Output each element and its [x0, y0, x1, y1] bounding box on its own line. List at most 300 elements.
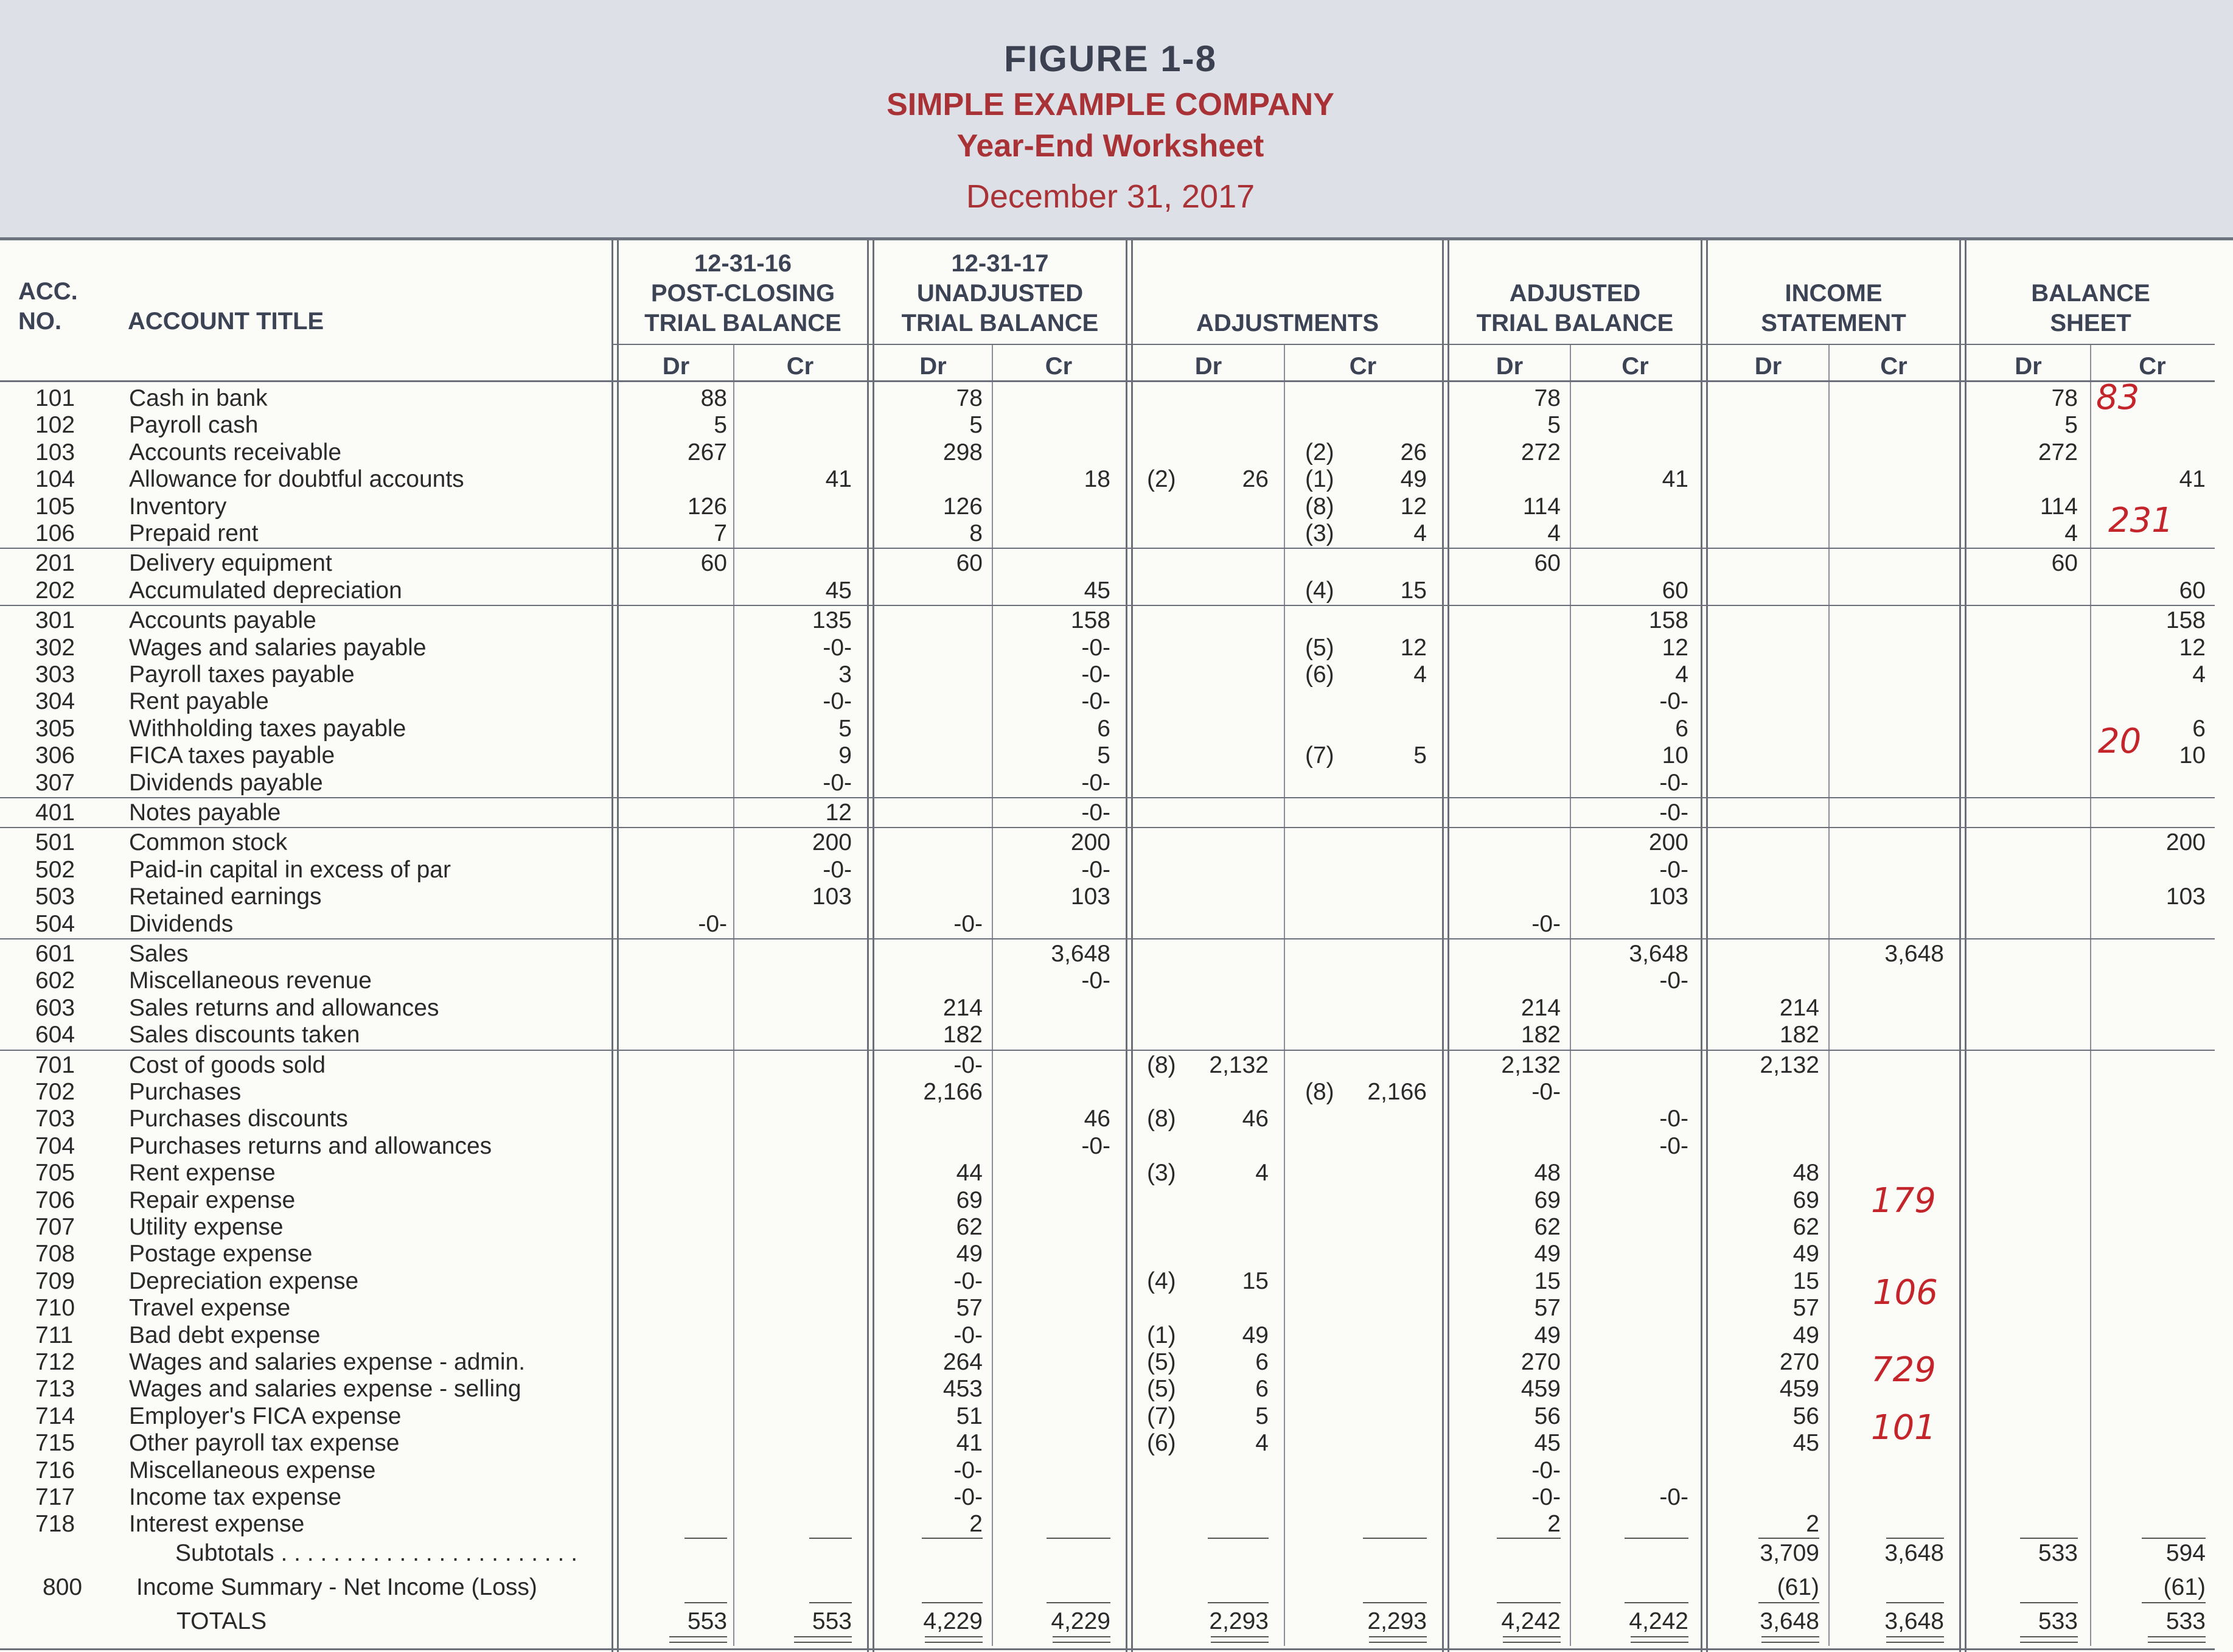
- totals-label: TOTALS: [176, 1608, 267, 1635]
- amount-atdr: 78: [1534, 385, 1561, 411]
- account-number: 103: [35, 439, 75, 465]
- amount-atdr: 57: [1534, 1295, 1561, 1322]
- account-title: Paid-in capital in excess of par: [129, 856, 451, 883]
- amount-isdr: 49: [1792, 1241, 1819, 1267]
- amount-adr: 6: [1255, 1349, 1269, 1375]
- account-title: Utility expense: [129, 1214, 284, 1240]
- account-title: Cash in bank: [129, 385, 268, 411]
- total-rule: [1758, 1602, 1819, 1603]
- account-number: 101: [35, 385, 75, 411]
- amount-bsdr: 78: [2051, 385, 2078, 411]
- amount-atcr: 103: [1648, 884, 1688, 910]
- dr-header: Dr: [1754, 353, 1782, 380]
- total-amount: 2,293: [1367, 1608, 1427, 1635]
- total-amount: 533: [2165, 1608, 2206, 1635]
- total-rule: [1625, 1538, 1688, 1539]
- amount-ucr: -0-: [1081, 661, 1110, 688]
- account-title: Interest expense: [129, 1511, 305, 1538]
- amount-atcr: -0-: [1659, 1106, 1688, 1132]
- amount-atcr: -0-: [1659, 1484, 1688, 1510]
- drcr-divider: [733, 344, 734, 1646]
- account-title: Inventory: [129, 493, 227, 520]
- amount-atdr: 49: [1534, 1322, 1561, 1348]
- account-title: Income tax expense: [129, 1484, 342, 1510]
- subtotal-isdr: 3,709: [1760, 1540, 1819, 1567]
- account-number: 709: [35, 1267, 75, 1294]
- amount-adr: 6: [1255, 1376, 1269, 1403]
- account-title: Payroll taxes payable: [129, 661, 355, 688]
- worksheet-date: December 31, 2017: [966, 178, 1255, 215]
- amount-udr: 453: [942, 1376, 983, 1403]
- amount-udr: 182: [942, 1022, 983, 1048]
- dr-header: Dr: [919, 353, 947, 380]
- amount-udr: 62: [956, 1214, 983, 1240]
- column-group-header: ADJUSTED: [1509, 280, 1641, 307]
- cr-header: Cr: [1349, 353, 1377, 380]
- account-title: Payroll cash: [129, 412, 259, 439]
- amount-bscr: 6: [2192, 715, 2206, 742]
- amount-atcr: 158: [1648, 607, 1688, 634]
- amount-pccr: -0-: [823, 634, 852, 661]
- amount-pcdr: -0-: [698, 910, 727, 937]
- account-number: 307: [35, 769, 75, 796]
- account-title: Delivery equipment: [129, 550, 332, 577]
- adjustment-ref: (8): [1305, 1079, 1334, 1105]
- amount-atdr: 60: [1534, 550, 1561, 577]
- total-amount: 4,229: [923, 1608, 983, 1635]
- adjustment-ref: (2): [1305, 439, 1334, 465]
- company-name: SIMPLE EXAMPLE COMPANY: [887, 87, 1334, 122]
- adjustment-ref: (3): [1147, 1160, 1176, 1187]
- amount-atdr: 69: [1534, 1187, 1561, 1213]
- amount-udr: 60: [956, 550, 983, 577]
- total-rule: [1625, 1602, 1688, 1603]
- double-underline: [2148, 1636, 2206, 1643]
- group-border: [1131, 240, 1133, 1652]
- income-summary-label: Income Summary - Net Income (Loss): [136, 1574, 537, 1601]
- account-number: 717: [35, 1484, 75, 1510]
- adjustment-ref: (4): [1305, 577, 1334, 604]
- amount-pcdr: 5: [714, 412, 727, 439]
- total-rule: [2020, 1602, 2078, 1603]
- adjustment-ref: (5): [1147, 1376, 1176, 1403]
- amount-ucr: -0-: [1081, 769, 1110, 796]
- amount-bscr: 41: [2179, 466, 2206, 493]
- amount-atdr: 15: [1534, 1267, 1561, 1294]
- amount-atcr: 3,648: [1629, 941, 1688, 967]
- amount-udr: 214: [942, 994, 983, 1021]
- handwritten-note: 231: [2108, 500, 2173, 540]
- adjustment-ref: (7): [1305, 742, 1334, 769]
- amount-atcr: -0-: [1659, 1132, 1688, 1159]
- adjustment-ref: (4): [1147, 1267, 1176, 1294]
- amount-atdr: 48: [1534, 1160, 1561, 1187]
- amount-ucr: 158: [1070, 607, 1110, 634]
- bottom-rule: [0, 1648, 2215, 1650]
- total-amount: 4,229: [1051, 1608, 1110, 1635]
- amount-udr: -0-: [953, 910, 983, 937]
- account-number: 800: [43, 1574, 83, 1601]
- amount-udr: 41: [956, 1430, 983, 1457]
- header-rule: [611, 344, 2215, 345]
- amount-ucr: 5: [1097, 742, 1110, 769]
- amount-atdr: 182: [1521, 1022, 1561, 1048]
- amount-atcr: -0-: [1659, 800, 1688, 826]
- section-rule: [0, 1050, 2215, 1051]
- handwritten-note: 83: [2096, 378, 2140, 417]
- adjustment-ref: (5): [1147, 1349, 1176, 1375]
- total-rule: [2142, 1602, 2206, 1603]
- account-number: 501: [35, 829, 75, 856]
- subtotal-bsdr: 533: [2038, 1540, 2078, 1567]
- amount-adr: 5: [1255, 1403, 1269, 1429]
- amount-ucr: 45: [1084, 577, 1110, 604]
- amount-pcdr: 88: [700, 385, 727, 411]
- account-title: Rent expense: [129, 1160, 276, 1187]
- amount-ucr: 3,648: [1051, 941, 1110, 967]
- column-group-header: 12-31-17: [951, 250, 1049, 277]
- amount-udr: 8: [969, 520, 983, 546]
- total-rule: [1363, 1602, 1427, 1603]
- account-number: 305: [35, 715, 75, 742]
- worksheet-header: [0, 0, 2233, 240]
- amount-bscr: 200: [2165, 829, 2206, 856]
- account-title: Sales returns and allowances: [129, 994, 439, 1021]
- amount-ucr: -0-: [1081, 1132, 1110, 1159]
- account-title: Purchases returns and allowances: [129, 1132, 492, 1159]
- column-group-header: TRIAL BALANCE: [644, 310, 841, 336]
- account-title: Prepaid rent: [129, 520, 259, 546]
- subtotals-label: Subtotals . . . . . . . . . . . . . . . . . . . . . . .: [175, 1540, 578, 1567]
- amount-atcr: -0-: [1659, 769, 1688, 796]
- total-rule: [1208, 1602, 1269, 1603]
- account-title: Miscellaneous expense: [129, 1457, 376, 1483]
- double-underline: [1211, 1636, 1269, 1643]
- amount-pccr: 41: [825, 466, 852, 493]
- account-title-header: ACCOUNT TITLE: [128, 308, 324, 335]
- account-title: Dividends payable: [129, 769, 323, 796]
- section-rule: [0, 605, 2215, 606]
- amount-pccr: 5: [838, 715, 852, 742]
- adjustment-ref: (3): [1305, 520, 1334, 546]
- subtotal-bscr: 594: [2165, 1540, 2206, 1567]
- account-number: 306: [35, 742, 75, 769]
- column-group-header: SHEET: [2050, 310, 2131, 336]
- double-underline: [1886, 1636, 1944, 1643]
- amount-adr: 49: [1242, 1322, 1269, 1348]
- account-number: 711: [35, 1322, 74, 1348]
- account-title: Wages and salaries expense - admin.: [129, 1349, 526, 1375]
- amount-atdr: 2: [1547, 1511, 1561, 1538]
- amount-pccr: -0-: [823, 769, 852, 796]
- account-number: 707: [35, 1214, 75, 1240]
- handwritten-note: 20: [2098, 721, 2142, 761]
- amount-pccr: 103: [812, 884, 852, 910]
- amount-ucr: -0-: [1081, 856, 1110, 883]
- cr-header: Cr: [786, 353, 814, 380]
- account-title: Other payroll tax expense: [129, 1430, 400, 1457]
- amount-ucr: -0-: [1081, 800, 1110, 826]
- amount-udr: 78: [956, 385, 983, 411]
- amount-bsdr: 4: [2064, 520, 2078, 546]
- adjustment-ref: (1): [1305, 466, 1334, 493]
- amount-atdr: 5: [1547, 412, 1561, 439]
- account-title: Sales discounts taken: [129, 1022, 360, 1048]
- total-rule: [922, 1602, 983, 1603]
- total-amount: 2,293: [1209, 1608, 1269, 1635]
- acc-no-header: NO.: [18, 308, 62, 335]
- amount-pcdr: 126: [687, 493, 727, 520]
- account-number: 703: [35, 1106, 75, 1132]
- amount-atcr: -0-: [1659, 967, 1688, 994]
- amount-bsdr: 5: [2064, 412, 2078, 439]
- account-number: 601: [35, 941, 75, 967]
- amount-bsdr: 272: [2038, 439, 2078, 465]
- amount-ucr: -0-: [1081, 634, 1110, 661]
- amount-isdr: 182: [1779, 1022, 1819, 1048]
- double-underline: [1761, 1636, 1819, 1643]
- header-rule: [0, 380, 2215, 382]
- amount-isdr: 214: [1779, 994, 1819, 1021]
- handwritten-note: 179: [1871, 1180, 1936, 1221]
- adjustment-ref: (6): [1147, 1430, 1176, 1457]
- account-title: Wages and salaries payable: [129, 634, 427, 661]
- amount-udr: 126: [942, 493, 983, 520]
- double-underline: [1369, 1636, 1427, 1643]
- adjustment-ref: (5): [1305, 634, 1334, 661]
- account-title: Miscellaneous revenue: [129, 967, 372, 994]
- total-rule: [809, 1602, 852, 1603]
- drcr-divider: [1828, 344, 1830, 1646]
- amount-isdr: 69: [1792, 1187, 1819, 1213]
- amount-udr: 49: [956, 1241, 983, 1267]
- amount-ucr: -0-: [1081, 688, 1110, 715]
- account-title: Retained earnings: [129, 884, 322, 910]
- amount-adr: 4: [1255, 1430, 1269, 1457]
- amount-isdr: 2,132: [1760, 1051, 1819, 1078]
- column-group-header: 12-31-16: [694, 250, 792, 277]
- amount-pccr: 12: [825, 800, 852, 826]
- handwritten-note: 101: [1871, 1407, 1936, 1448]
- amount-atcr: 10: [1662, 742, 1688, 769]
- amount-atdr: 62: [1534, 1214, 1561, 1240]
- amount-atcr: 6: [1675, 715, 1688, 742]
- total-rule: [1047, 1602, 1110, 1603]
- account-title: Travel expense: [129, 1295, 291, 1322]
- amount-pccr: -0-: [823, 856, 852, 883]
- amount-atdr: 270: [1521, 1349, 1561, 1375]
- account-number: 705: [35, 1160, 75, 1187]
- amount-udr: 298: [942, 439, 983, 465]
- amount-udr: 51: [956, 1403, 983, 1429]
- amount-atdr: 214: [1521, 994, 1561, 1021]
- amount-atcr: 200: [1648, 829, 1688, 856]
- account-number: 303: [35, 661, 75, 688]
- account-number: 302: [35, 634, 75, 661]
- cr-header: Cr: [1045, 353, 1073, 380]
- amount-udr: -0-: [953, 1322, 983, 1348]
- column-group-header: BALANCE: [2031, 280, 2150, 307]
- amount-atdr: -0-: [1531, 1457, 1561, 1483]
- amount-pcdr: 267: [687, 439, 727, 465]
- section-rule: [0, 938, 2215, 939]
- double-underline: [2020, 1636, 2078, 1643]
- subtotal-iscr: 3,648: [1884, 1540, 1944, 1567]
- total-rule: [1886, 1602, 1944, 1603]
- account-number: 702: [35, 1079, 75, 1105]
- section-rule: [0, 797, 2215, 798]
- account-title: Wages and salaries expense - selling: [129, 1376, 521, 1403]
- drcr-divider: [2090, 344, 2091, 1646]
- account-number: 104: [35, 466, 75, 493]
- account-number: 503: [35, 884, 75, 910]
- double-underline: [1631, 1636, 1688, 1643]
- amount-bscr: 60: [2179, 577, 2206, 604]
- dr-header: Dr: [2015, 353, 2042, 380]
- account-title: Rent payable: [129, 688, 269, 715]
- double-underline: [794, 1636, 852, 1643]
- account-number: 708: [35, 1241, 75, 1267]
- drcr-divider: [1284, 344, 1285, 1646]
- amount-pccr: 135: [812, 607, 852, 634]
- adjustment-ref: (8): [1147, 1106, 1176, 1132]
- account-number: 712: [35, 1349, 75, 1375]
- account-number: 602: [35, 967, 75, 994]
- account-title: Common stock: [129, 829, 288, 856]
- amount-atdr: 114: [1522, 493, 1561, 520]
- total-rule: [922, 1538, 983, 1539]
- account-number: 716: [35, 1457, 75, 1483]
- amount-udr: -0-: [953, 1457, 983, 1483]
- column-group-header: INCOME: [1785, 280, 1883, 307]
- amount-atdr: -0-: [1531, 910, 1561, 937]
- amount-isdr: 48: [1792, 1160, 1819, 1187]
- amount-atdr: 4: [1547, 520, 1561, 546]
- amount-pcdr: 7: [714, 520, 727, 546]
- cr-header: Cr: [1880, 353, 1907, 380]
- adjustment-ref: (8): [1147, 1051, 1176, 1078]
- amount-pccr: 200: [812, 829, 852, 856]
- cr-header: Cr: [1622, 353, 1649, 380]
- amount-atcr: -0-: [1659, 856, 1688, 883]
- total-amount: 4,242: [1501, 1608, 1561, 1635]
- total-rule: [1363, 1538, 1427, 1539]
- figure-label: FIGURE 1-8: [1003, 38, 1218, 79]
- amount-atdr: 45: [1534, 1430, 1561, 1457]
- amount-atdr: 272: [1521, 439, 1561, 465]
- column-group-header: ADJUSTMENTS: [1196, 310, 1379, 336]
- amount-bscr: 4: [2192, 661, 2206, 688]
- amount-udr: 44: [956, 1160, 983, 1187]
- amount-ucr: 46: [1084, 1106, 1110, 1132]
- amount-adr: 26: [1242, 466, 1269, 493]
- drcr-divider: [1570, 344, 1571, 1646]
- amount-udr: 57: [956, 1295, 983, 1322]
- amount-acr: 49: [1400, 466, 1427, 493]
- amount-atcr: 4: [1675, 661, 1688, 688]
- amount-isdr: 270: [1779, 1349, 1819, 1375]
- amount-isdr: 15: [1792, 1267, 1819, 1294]
- double-underline: [669, 1636, 727, 1643]
- account-title: Postage expense: [129, 1241, 313, 1267]
- net-income-is: (61): [1777, 1574, 1819, 1601]
- amount-udr: 2: [969, 1511, 983, 1538]
- acc-no-header: ACC.: [18, 278, 78, 305]
- adjustment-ref: (2): [1147, 466, 1176, 493]
- total-rule: [1497, 1538, 1561, 1539]
- column-group-header: TRIAL BALANCE: [1476, 310, 1674, 336]
- amount-acr: 4: [1413, 661, 1427, 688]
- account-number: 604: [35, 1022, 75, 1048]
- amount-isdr: 62: [1792, 1214, 1819, 1240]
- amount-atdr: -0-: [1531, 1484, 1561, 1510]
- account-number: 201: [35, 550, 75, 577]
- account-title: Employer's FICA expense: [129, 1403, 402, 1429]
- adjustment-ref: (8): [1305, 493, 1334, 520]
- account-number: 704: [35, 1132, 75, 1159]
- amount-udr: 264: [942, 1349, 983, 1375]
- account-title: Accounts receivable: [129, 439, 342, 465]
- account-number: 401: [35, 800, 75, 826]
- total-rule: [685, 1602, 727, 1603]
- amount-acr: 15: [1400, 577, 1427, 604]
- account-title: FICA taxes payable: [129, 742, 335, 769]
- amount-bscr: 12: [2179, 634, 2206, 661]
- amount-bsdr: 114: [2040, 493, 2078, 520]
- amount-atdr: 49: [1534, 1241, 1561, 1267]
- account-number: 713: [35, 1376, 75, 1403]
- amount-udr: 69: [956, 1187, 983, 1213]
- account-number: 502: [35, 856, 75, 883]
- account-number: 706: [35, 1187, 75, 1213]
- total-amount: 533: [2038, 1608, 2078, 1635]
- account-number: 105: [35, 493, 75, 520]
- column-group-header: POST-CLOSING: [650, 280, 835, 307]
- total-rule: [1047, 1538, 1110, 1539]
- amount-acr: 2,166: [1367, 1079, 1427, 1105]
- amount-udr: -0-: [953, 1051, 983, 1078]
- amount-adr: 15: [1242, 1267, 1269, 1294]
- account-title: Bad debt expense: [129, 1322, 321, 1348]
- amount-bsdr: 60: [2051, 550, 2078, 577]
- amount-isdr: 57: [1792, 1295, 1819, 1322]
- amount-adr: 46: [1242, 1106, 1269, 1132]
- double-underline: [1503, 1636, 1561, 1643]
- amount-isdr: 56: [1792, 1403, 1819, 1429]
- amount-acr: 26: [1400, 439, 1427, 465]
- section-rule: [0, 548, 2215, 549]
- cr-header: Cr: [2139, 353, 2166, 380]
- amount-acr: 4: [1413, 520, 1427, 546]
- drcr-divider: [992, 344, 993, 1646]
- account-number: 710: [35, 1295, 75, 1322]
- account-number: 301: [35, 607, 75, 634]
- amount-ucr: 200: [1070, 829, 1110, 856]
- amount-ucr: -0-: [1081, 967, 1110, 994]
- worksheet-title: Year-End Worksheet: [956, 128, 1264, 164]
- account-number: 714: [35, 1403, 75, 1429]
- account-title: Notes payable: [129, 800, 281, 826]
- amount-bscr: 158: [2165, 607, 2206, 634]
- account-number: 304: [35, 688, 75, 715]
- account-title: Sales: [129, 941, 189, 967]
- amount-adr: 4: [1255, 1160, 1269, 1187]
- amount-udr: -0-: [953, 1267, 983, 1294]
- amount-atdr: 2,132: [1501, 1051, 1561, 1078]
- account-number: 718: [35, 1511, 75, 1538]
- total-amount: 553: [812, 1608, 852, 1635]
- amount-pccr: 3: [838, 661, 852, 688]
